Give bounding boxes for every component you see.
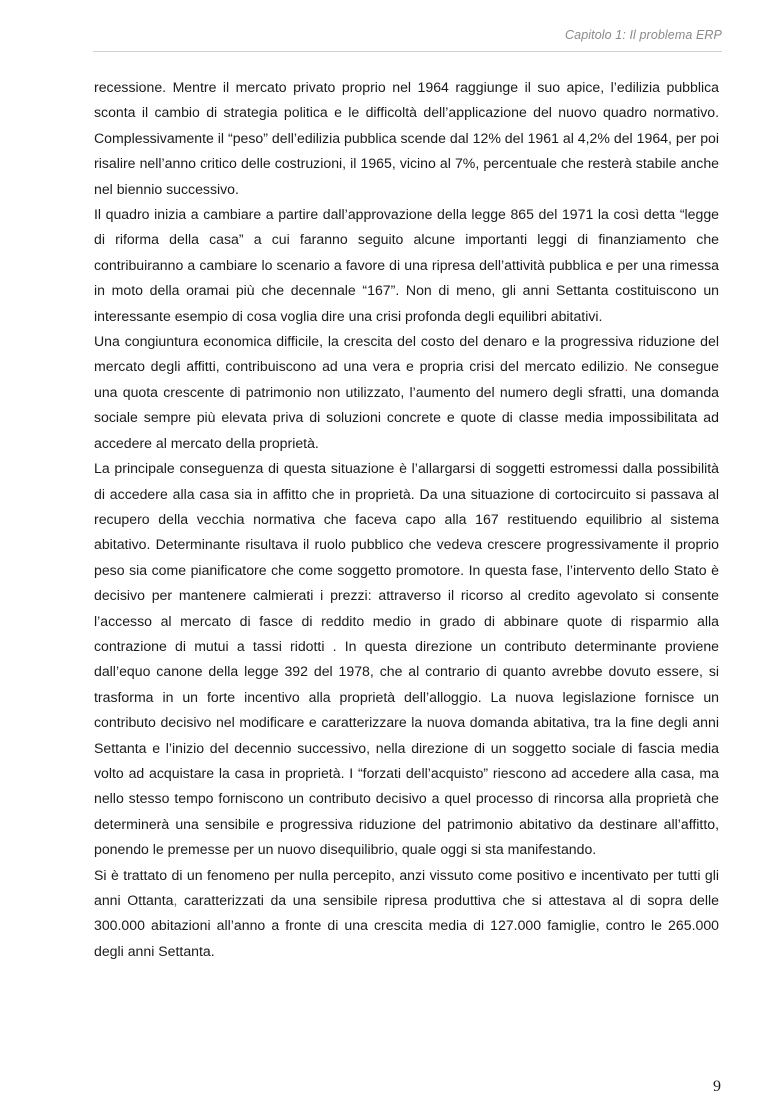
paragraph-5-text-a: Si è trattato di un fenomeno per nulla percepito, anzi vissuto come positivo e incentivato per tutti gli anni Ottanta: [94, 866, 719, 908]
page-number: 9: [713, 1078, 721, 1095]
body-text: [94, 75, 719, 964]
paragraph-3-text-a: Una congiuntura economica difficile, la crescita del costo del denaro e la progressiva riduzione del mercato degli affitti, contribuiscono ad una vera e propria crisi del mercato edilizio: [94, 333, 719, 375]
paragraph-3-red-mark: .: [624, 358, 629, 375]
running-header: Capitolo 1: Il problema ERP: [565, 28, 722, 42]
paragraph-1: recessione. Mentre il mercato privato proprio nel 1964 raggiunge il suo apice, l’edilizia pubblica sconta il cambio di strategia politica e le difficoltà dell’applicazione del nuovo quadro normativo. Complessivamente il “peso” dell’edilizia pubblica scende dal 12% del 1961 al 4,2% del 1964, per poi risalire nell’anno critico delle costruzioni, il 1965, vicino al 7%, percentuale che resterà stabile anche nel biennio successivo.: [94, 79, 719, 197]
paragraph-2: Il quadro inizia a cambiare a partire dall’approvazione della legge 865 del 1971 la così detta “legge di riforma della casa” a cui faranno seguito alcune importanti leggi di finanziamento che contribuiranno a cambiare lo scenario a favore di una ripresa dell’attività pubblica e per una rimessa in moto della oramai più che decennale “167”. Non di meno, gli anni Settanta costituiscono un interessante esempio di cosa voglia dire una crisi profonda degli equilibri abitativi.: [94, 206, 719, 324]
paragraph-3-text-b: Ne consegue una quota crescente di patrimonio non utilizzato, l’aumento del numero degli sfratti, una domanda sociale sempre più elevata priva di soluzioni concrete e quote di classe media impossibilitata ad accedere al mercato della proprietà.: [94, 358, 719, 451]
paragraph-5: [94, 863, 719, 965]
paragraph-4: La principale conseguenza di questa situazione è l’allargarsi di soggetti estromessi dalla possibilità di accedere alla casa sia in affitto che in proprietà. Da una situazione di cortocircuito si passava al recupero della vecchia normativa che faceva capo alla 167 restituendo equilibrio al sistema abitativo. Determinante risultava il ruolo pubblico che vedeva crescere progressivamente il proprio peso sia come pianificatore che come soggetto promotore. In questa fase, l’intervento dello Stato è decisivo per mantenere calmierati i prezzi: attraverso il ricorso al credito agevolato si consente l’accesso al mercato di fasce di reddito medio in grado di abbinare quote di risparmio alla contrazione di mutui a tassi ridotti . In questa direzione un contributo determinante proviene dall’equo canone della legge 392 del 1978, che al contrario di quanto avrebbe dovuto essere, si trasforma in un forte incentivo alla proprietà dell’alloggio. La nuova legislazione fornisce un contributo decisivo nel modificare e caratterizzare la nuova domanda abitativa, tra la fine degli anni Settanta e l’inizio del decennio successivo, nella direzione di un soggetto sociale di fascia media volto ad acquistare la casa in proprietà. I “forzati dell’acquisto” riescono ad accedere alla casa, ma nello stesso tempo forniscono un contributo decisivo a quel processo di rincorsa alla proprietà che determinerà una sensibile e progressiva riduzione del patrimonio abitativo da destinare all’affitto, ponendo le premesse per un nuovo disequilibrio, quale oggi si sta manifestando.: [94, 460, 719, 858]
paragraph-5-red-mark: ,: [173, 892, 178, 908]
paragraph-3: [94, 329, 719, 456]
header-rule: [93, 51, 722, 52]
paragraph-5-text-b: caratterizzati da una sensibile ripresa produttiva che si attestava al di sopra delle 300.000 abitazioni all’anno a fronte di una crescita media di 127.000 famiglie, contro le 265.000 degli anni Settanta.: [94, 892, 719, 959]
